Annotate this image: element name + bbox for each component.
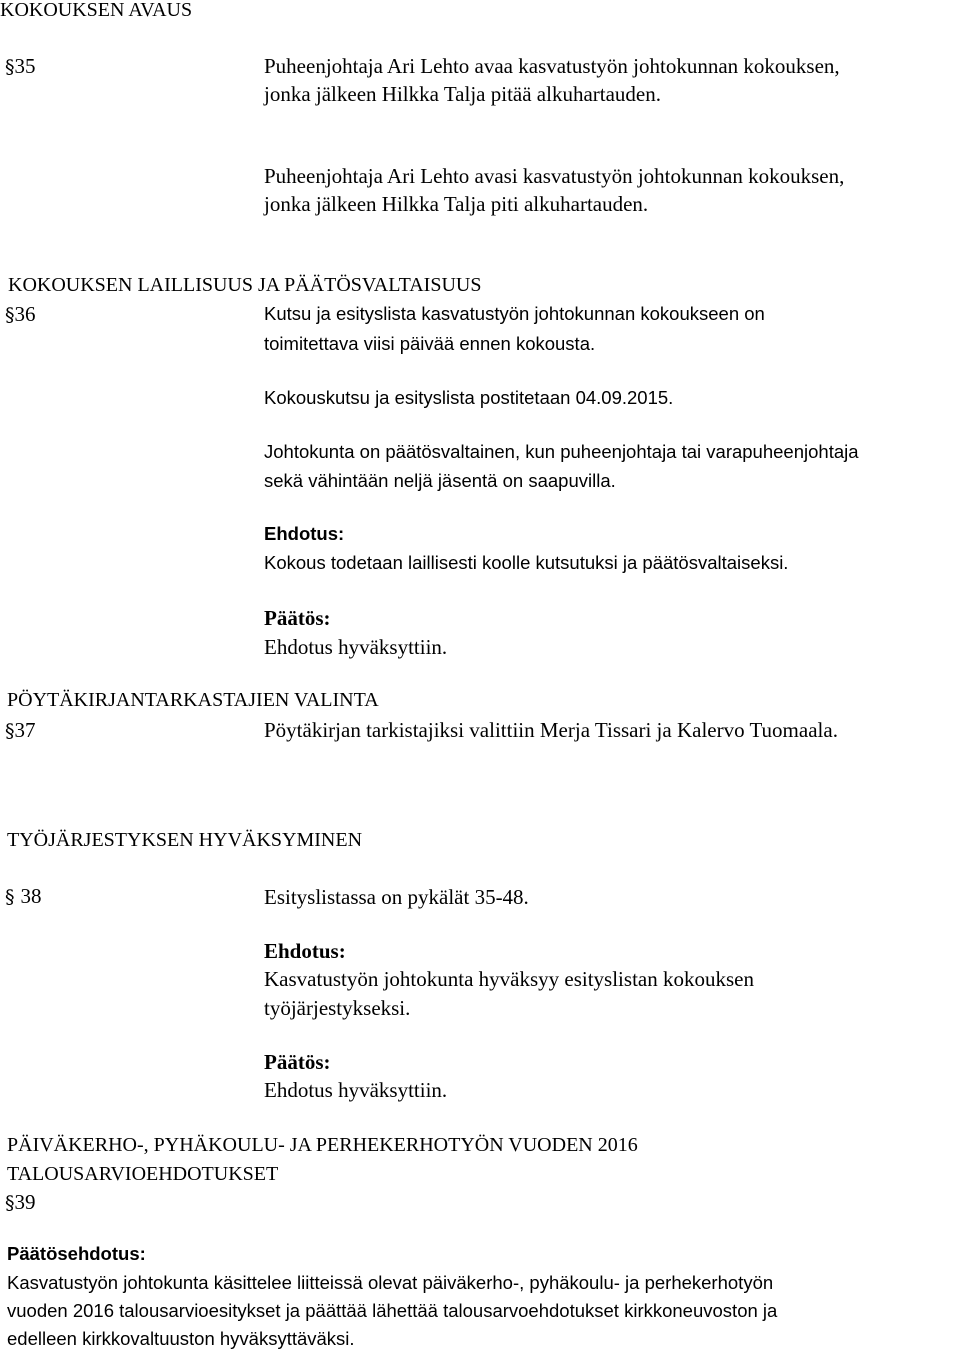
section-number: 36: [14, 302, 36, 326]
section-number: 39: [14, 1190, 36, 1214]
decision-label: Päätös:: [264, 606, 331, 630]
section-39-text-line: edelleen kirkkovaltuuston hyväksyttäväksi.: [7, 1328, 355, 1349]
section-number-36: [5, 304, 36, 325]
section-heading-tyojarjestys: TYÖJÄRJESTYKSEN HYVÄKSYMINEN: [7, 829, 363, 851]
section-36-paragraph-line: toimitettava viisi päivää ennen kokousta.: [264, 333, 596, 354]
decision-text: Ehdotus hyväksyttiin.: [264, 635, 448, 659]
section-35-minutes-line: jonka jälkeen Hilkka Talja piti alkuhartauden.: [264, 192, 649, 216]
section-38-text: Esityslistassa on pykälät 35-48.: [264, 885, 529, 909]
section-symbol: §: [5, 56, 15, 78]
section-number-39: [5, 1192, 36, 1213]
section-39-text-line: Kasvatustyön johtokunta käsittelee liitteissä olevat päiväkerho-, pyhäkoulu- ja perhekerhotyön: [7, 1272, 774, 1293]
section-number-35: [5, 56, 36, 77]
proposal-text-line: työjärjestykseksi.: [264, 996, 411, 1020]
section-number: 37: [14, 718, 36, 742]
section-symbol: §: [5, 1192, 15, 1214]
section-heading-kokouksen-avaus: KOKOUKSEN AVAUS: [0, 0, 193, 21]
section-37-text: Pöytäkirjan tarkistajiksi valittiin Merja Tissari ja Kalervo Tuomaala.: [264, 718, 838, 742]
section-number-38: [5, 886, 42, 907]
section-36-paragraph: Kokouskutsu ja esityslista postitetaan 04.09.2015.: [264, 387, 674, 408]
section-heading-talousarvio-line: TALOUSARVIOEHDOTUKSET: [7, 1163, 279, 1185]
section-symbol: §: [5, 720, 15, 742]
section-35-text-line: Puheenjohtaja Ari Lehto avaa kasvatustyön johtokunnan kokouksen,: [264, 54, 840, 78]
section-35-minutes-line: Puheenjohtaja Ari Lehto avasi kasvatustyön johtokunnan kokouksen,: [264, 164, 845, 188]
section-heading-tarkastajat: PÖYTÄKIRJANTARKASTAJIEN VALINTA: [7, 689, 379, 711]
proposal-label: Ehdotus:: [264, 523, 345, 544]
section-39-text-line: vuoden 2016 talousarvioesitykset ja päättää lähettää talousarvoehdotukset kirkkoneuvoston ja: [7, 1300, 778, 1321]
decision-label: Päätös:: [264, 1050, 331, 1074]
proposal-label: Ehdotus:: [264, 939, 346, 963]
decision-proposal-label: Päätösehdotus:: [7, 1243, 146, 1264]
proposal-text: Kokous todetaan laillisesti koolle kutsutuksi ja päätösvaltaiseksi.: [264, 552, 789, 573]
section-heading-talousarvio-line: PÄIVÄKERHO-, PYHÄKOULU- JA PERHEKERHOTYÖN VUODEN 2016: [7, 1134, 638, 1156]
section-symbol: §: [5, 886, 15, 908]
decision-text: Ehdotus hyväksyttiin.: [264, 1078, 448, 1102]
section-36-paragraph-line: Kutsu ja esityslista kasvatustyön johtokunnan kokoukseen on: [264, 303, 765, 324]
section-number: 38: [20, 884, 42, 908]
section-35-text-line: jonka jälkeen Hilkka Talja pitää alkuhartauden.: [264, 82, 661, 106]
section-number: 35: [14, 54, 36, 78]
proposal-text-line: Kasvatustyön johtokunta hyväksyy esityslistan kokouksen: [264, 967, 754, 991]
section-number-37: [5, 720, 36, 741]
section-36-paragraph-line: sekä vähintään neljä jäsentä on saapuvilla.: [264, 470, 616, 491]
section-symbol: §: [5, 304, 15, 326]
section-heading-laillisuus: KOKOUKSEN LAILLISUUS JA PÄÄTÖSVALTAISUUS: [8, 274, 482, 296]
section-36-paragraph-line: Johtokunta on päätösvaltainen, kun puheenjohtaja tai varapuheenjohtaja: [264, 441, 859, 462]
